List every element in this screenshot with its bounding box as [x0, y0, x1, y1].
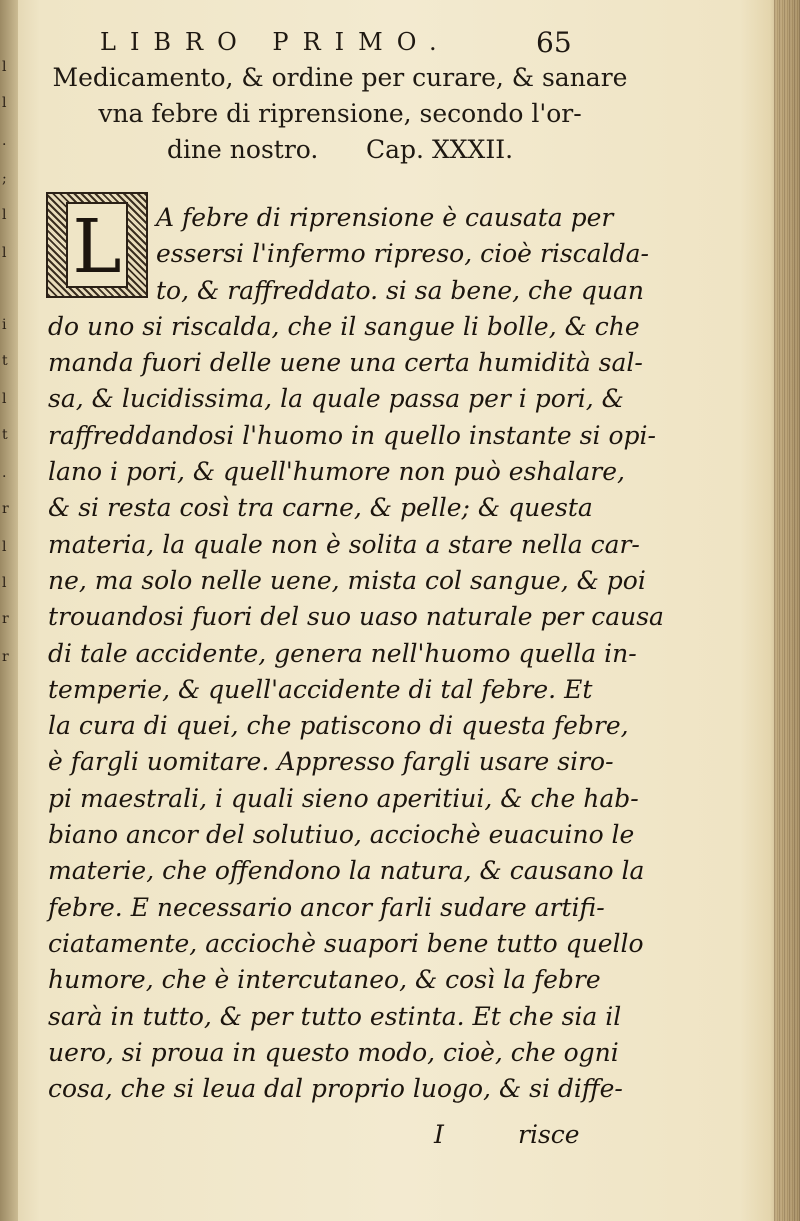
chapter-title-line: dine nostro. Cap. XXXII. [166, 135, 514, 164]
text-line: sarà in tutto, & per tutto estinta. Et che sia il [48, 1001, 622, 1031]
text-line: sa, & lucidissima, la quale passa per i pori, & [48, 384, 624, 414]
gutter-mark: . [2, 133, 7, 149]
text-line: è fargli uomitare. Appresso fargli usare siro- [48, 747, 614, 777]
gutter-mark: l [2, 245, 7, 261]
text-line: A febre di riprensione è causata per [156, 203, 614, 232]
text-line: raffreddandosi l'huomo in quello instante si opi- [48, 420, 656, 450]
text-line: la cura di quei, che patiscono di questa febre, [48, 711, 629, 741]
gutter-mark: t [2, 353, 8, 369]
chapter-title-line: Medicamento, & ordine per curare, & sanare [52, 63, 628, 92]
text-line: & si resta così tra carne, & pelle; & questa [48, 493, 593, 523]
text-line: manda fuori delle uene una certa humidità sal- [48, 348, 643, 378]
gutter-mark: l [2, 207, 7, 223]
text-line: trouandosi fuori del suo uaso naturale per causa [48, 602, 664, 632]
gutter-mark: l [2, 539, 7, 555]
chapter-title-line: vna febre di riprensione, secondo l'or- [98, 99, 582, 128]
catchword: risce [518, 1120, 580, 1149]
gutter-mark: l [2, 95, 7, 111]
text-line: temperie, & quell'accidente di tal febre. Et [48, 674, 593, 704]
gutter-mark: l [2, 59, 7, 75]
text-line: do uno si riscalda, che il sangue li bolle, & che [48, 311, 640, 341]
text-line: di tale accidente, genera nell'huomo quella in- [48, 638, 637, 668]
text-line: essersi l'infermo ripreso, cioè riscalda- [156, 239, 649, 269]
gutter-mark: r [2, 611, 9, 627]
text-line: pi maestrali, i quali sieno aperitiui, & che hab- [48, 783, 639, 813]
gutter-mark: l [2, 391, 7, 407]
text-line: biano ancor del solutiuo, acciochè euacuino le [48, 820, 635, 850]
gutter-mark: r [2, 501, 9, 517]
page-number: 65 [536, 26, 572, 59]
binding-gutter [0, 0, 18, 1221]
gutter-mark: t [2, 427, 8, 443]
gutter-mark: . [2, 465, 7, 481]
running-title: LIBRO PRIMO. [100, 28, 451, 56]
text-line: materia, la quale non è solita a stare nella car- [48, 529, 640, 559]
page-footer [48, 1120, 623, 1156]
gutter-mark: r [2, 649, 9, 665]
text-line: materie, che offendono la natura, & causano la [48, 856, 645, 886]
body-text [48, 200, 664, 1107]
text-line: lano i pori, & quell'humore non può eshalare, [48, 457, 625, 487]
text-line: humore, che è intercutaneo, & così la febre [48, 965, 601, 995]
text-line: cosa, che si leua dal proprio luogo, & si diffe- [48, 1074, 623, 1104]
page-edges [774, 0, 800, 1221]
text-line: to, & raffreddato. si sa bene, che quan [156, 275, 644, 305]
gutter-mark: i [2, 317, 7, 333]
initial-letter: L [66, 202, 128, 288]
text-line: uero, si proua in questo modo, cioè, che ogni [48, 1037, 619, 1067]
text-line: febre. E necessario ancor farli sudare artifi- [48, 892, 605, 922]
gutter-mark: ; [2, 171, 7, 187]
text-line: ne, ma solo nelle uene, mista col sangue, & poi [48, 565, 646, 595]
gutter-mark: l [2, 575, 7, 591]
signature-mark: I [434, 1120, 444, 1149]
chapter-title [40, 60, 640, 168]
text-line: ciatamente, acciochè suapori bene tutto quello [48, 928, 644, 958]
